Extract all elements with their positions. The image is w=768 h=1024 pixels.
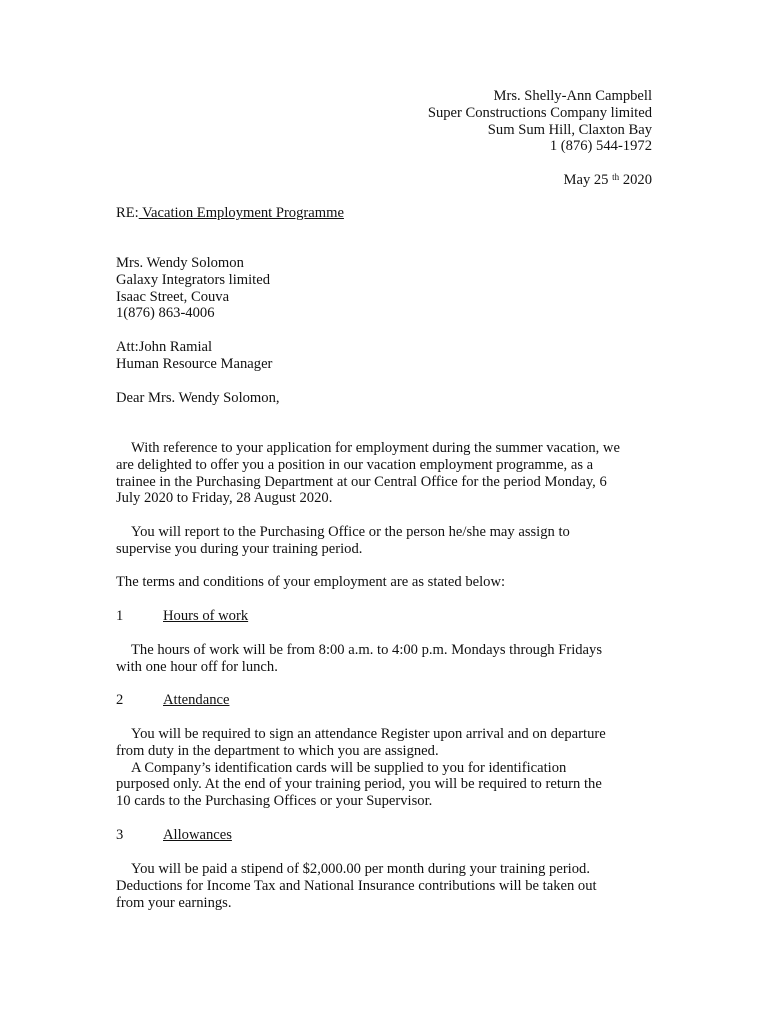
section-title: Allowances [163, 827, 232, 843]
salutation: Dear Mrs. Wendy Solomon, [116, 390, 280, 406]
date-month-day: May 25 [563, 172, 609, 188]
paragraph-line: trainee in the Purchasing Department at our Central Office for the period Monday, 6 [116, 473, 607, 490]
section-heading [116, 608, 656, 625]
section-body [116, 861, 656, 911]
paragraph-line: A Company’s identification cards will be supplied to you for identification [131, 759, 567, 776]
date-suffix: th [612, 172, 620, 182]
section-title: Attendance [163, 692, 230, 708]
recipient-address: Isaac Street, Couva [116, 288, 230, 305]
recipient-phone: 1(876) 863-4006 [116, 305, 215, 322]
paragraph-line: You will report to the Purchasing Office or the person he/she may assign to [131, 524, 570, 540]
sender-block [428, 88, 652, 155]
paragraph-line: 10 cards to the Purchasing Offices or your Supervisor. [116, 793, 433, 810]
paragraph-line: purposed only. At the end of your training period, you will be required to return the [116, 776, 602, 793]
sender-company: Super Constructions Company limited [427, 104, 652, 121]
section-title: Hours of work [163, 608, 249, 624]
attention-line: Att:John Ramial [116, 339, 213, 355]
sender-phone: 1 (876) 544-1972 [549, 138, 652, 155]
section-body [116, 726, 656, 810]
section-heading [116, 692, 656, 709]
paragraph-line: The hours of work will be from 8:00 a.m. to 4:00 p.m. Mondays through Fridays [131, 642, 603, 658]
date-year: 2020 [622, 172, 652, 188]
subject-prefix: RE: [116, 205, 139, 221]
paragraph-line: with one hour off for lunch. [116, 658, 278, 675]
paragraph-line: from duty in the department to which you are assigned. [116, 742, 439, 759]
section-number: 2 [116, 692, 124, 708]
paragraph-line: from your earnings. [116, 894, 232, 911]
section-number: 1 [116, 608, 124, 624]
recipient-block [116, 255, 656, 322]
section-number: 3 [116, 827, 124, 843]
paragraph-line: supervise you during your training period. [116, 540, 363, 557]
intro-paragraph [116, 440, 656, 507]
letter-date [563, 172, 652, 189]
attention-title: Human Resource Manager [116, 355, 273, 372]
sender-name: Mrs. Shelly-Ann Campbell [493, 88, 652, 104]
attention-block [116, 339, 656, 373]
paragraph-line: July 2020 to Friday, 28 August 2020. [116, 490, 333, 507]
recipient-name: Mrs. Wendy Solomon [116, 255, 244, 271]
recipient-company: Galaxy Integrators limited [116, 271, 270, 288]
section-body [116, 642, 656, 676]
sender-address: Sum Sum Hill, Claxton Bay [487, 121, 652, 138]
paragraph-line: With reference to your application for employment during the summer vacation, we [131, 440, 620, 456]
paragraph-line: You will be required to sign an attendance Register upon arrival and on departure [131, 726, 606, 742]
paragraph-line: You will be paid a stipend of $2,000.00 per month during your training period. [131, 861, 590, 877]
paragraph-line: are delighted to offer you a position in our vacation employment programme, as a [116, 456, 594, 473]
report-paragraph [116, 524, 656, 558]
subject-line [116, 205, 656, 222]
paragraph-line: Deductions for Income Tax and National Insurance contributions will be taken out [116, 877, 597, 894]
section-heading [116, 827, 656, 844]
terms-intro: The terms and conditions of your employment are as stated below: [116, 574, 506, 590]
subject-title: Vacation Employment Programme [138, 205, 344, 221]
